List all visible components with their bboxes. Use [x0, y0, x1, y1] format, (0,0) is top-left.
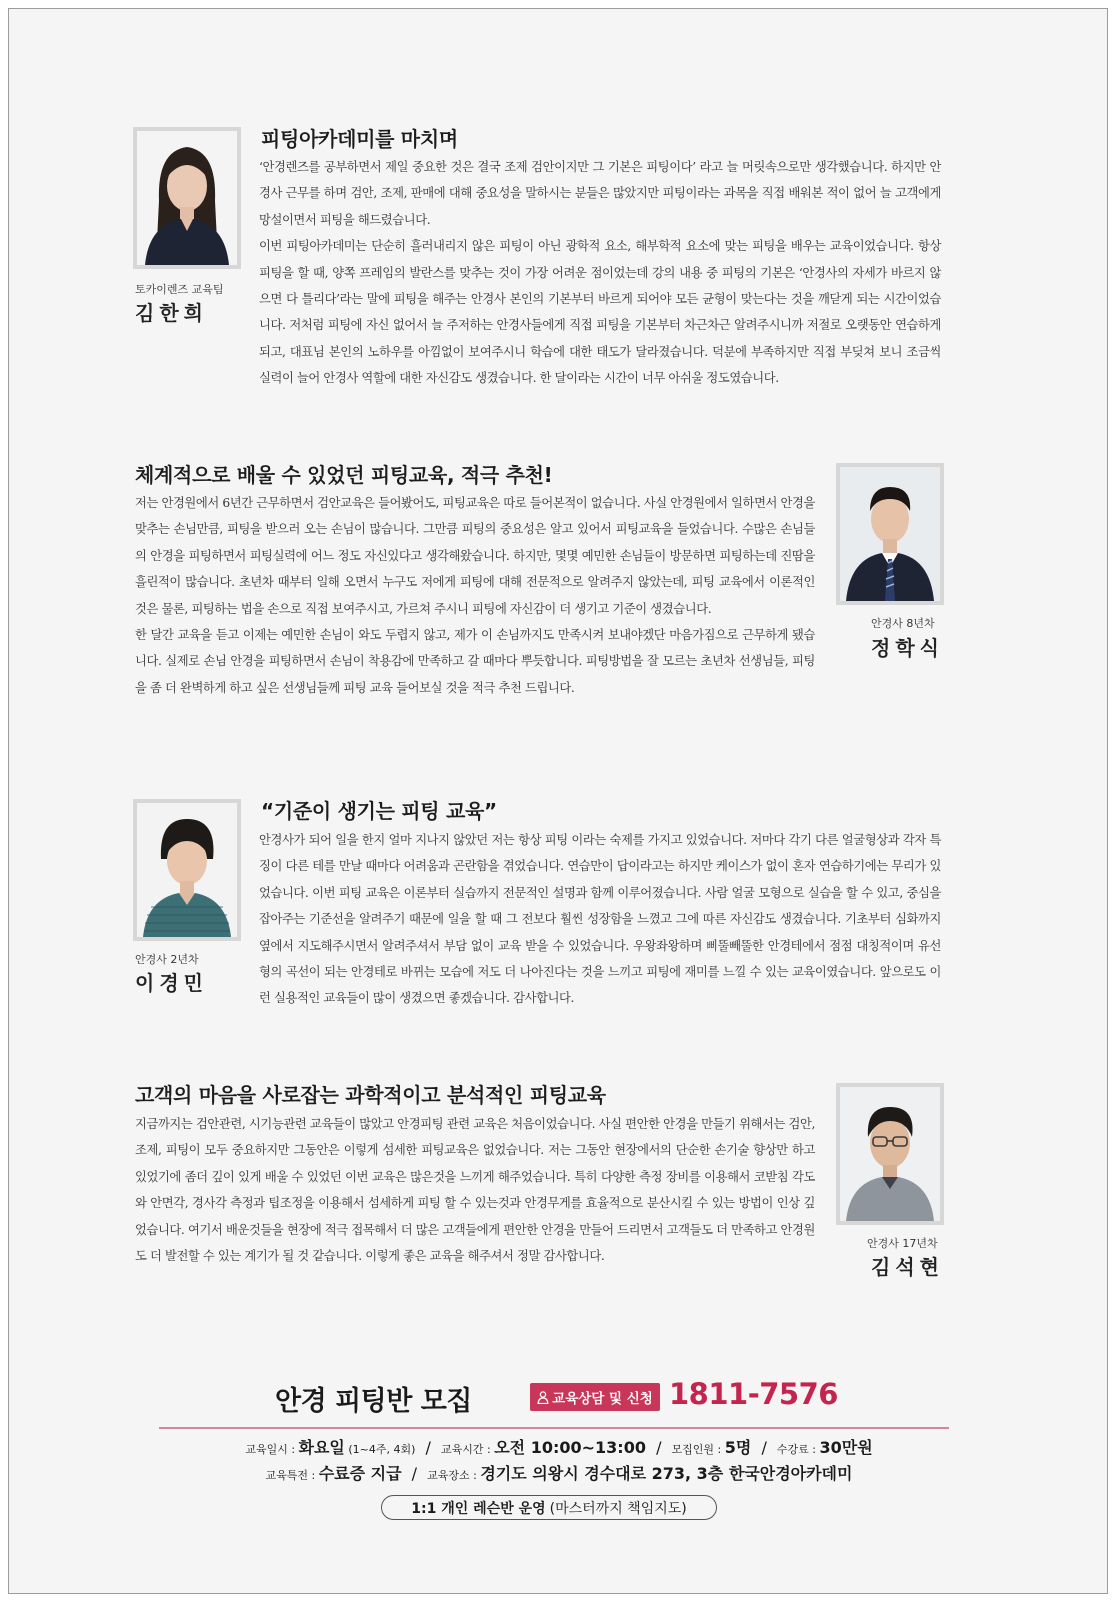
testimonial-paragraph: 지금까지는 검안관련, 시기능관련 교육들이 많았고 안경피팅 관련 교육은 처음이었습니다. 사실 편안한 안경을 만들기 위해서는 검안, 조제, 피팅이 모두 중요하지만 그동안은 이렇게 섬세한 피팅교육은 없었습니다. 저는 그동안 현장에서의 단순한 손기술 향상만 하고 있었기에 좀더 깊이 있게 배울 수 있었던 이번 교육은 많은것을 느끼게 해주었습니다. 특히 다양한 측정 장비를 이용해서 코받침 각도와 안면각, 경사각 측정과 팁조정을 이용해서 섬세하게 피팅 할 수 있는것과 안경무게를 효율적으로 분산시킬 수 있는 방법이 인상 깊었습니다. 여기서 배운것들을 현장에 적극 접목해서 더 많은 고객들에게 편안한 안경을 만들어 드리면서 고객들도 더 만족하고 안경원도 더 발전할 수 있는 계기가 될 것 같습니다. 이렇게 좋은 교육을 해주셔서 정말 감사합니다. — [135, 1117, 815, 1264]
testimonial-title: 체계적으로 배울 수 있었던 피팅교육, 적극 추천! — [135, 463, 553, 487]
author-role: 토카이렌즈 교육팀 — [135, 283, 224, 296]
portrait-image — [840, 1087, 940, 1221]
private-lesson-pill — [381, 1495, 717, 1520]
date-value: 화요일 — [298, 1438, 345, 1457]
testimonial-title: 피팅아카데미를 마치며 — [261, 127, 458, 151]
benefit-value: 수료증 지급 — [318, 1464, 402, 1483]
person-icon — [537, 1391, 549, 1404]
testimonial-paragraph: 안경사가 되어 일을 한지 얼마 지나지 않았던 저는 항상 피팅 이라는 숙제를 가지고 있었습니다. 저마다 각기 다른 얼굴형상과 각자 특징이 다른 테를 만날 때마다 어려움과 곤란함을 겪었습니다. 연습만이 답이라고는 하지만 케이스가 없이 혼자 연습하기에는 무리가 있었습니다. 이번 피팅 교육은 이론부터 실습까지 전문적인 설명과 함께 이루어졌습니다. 사람 얼굴 모형으로 실습을 할 수 있고, 중심을 잡아주는 기준선을 알려주기 때문에 일을 할 때 그 전보다 훨씬 성장함을 느꼈고 그에 따른 자신감도 생겼습니다. 기초부터 심화까지 옆에서 지도해주시면서 알려주셔서 부담 없이 교육 받을 수 있었습니다. 우왕좌왕하며 삐뚤빼뚤한 안경테에서 점점 대칭적이며 유선형의 곡선이 되는 안경테로 바뀌는 모습에 저도 더 나아진다는 것을 느끼고 피팅에 재미를 느낄 수 있는 교육이였습니다. 앞으로도 이런 실용적인 교육들이 많이 생겼으면 좋겠습니다. 감사합니다. — [259, 833, 941, 1006]
testimonial-body — [259, 154, 941, 392]
testimonial-title: 고객의 마음을 사로잡는 과학적이고 분석적인 피팅교육 — [135, 1083, 606, 1107]
recruit-title: 안경 피팅반 모집 — [275, 1386, 472, 1417]
testimonial-body — [135, 1111, 815, 1269]
separator: / — [425, 1438, 431, 1457]
place-label: 교육장소 : — [427, 1469, 481, 1482]
fee-value: 30만원 — [819, 1438, 873, 1457]
portrait-image — [137, 803, 237, 937]
pill-main: 1:1 개인 레슨반 운영 — [411, 1500, 546, 1517]
author-role: 안경사 8년차 — [871, 617, 935, 630]
pill-note: (마스터까지 책임지도) — [549, 1500, 687, 1517]
testimonial-body — [135, 490, 815, 701]
divider — [159, 1427, 949, 1429]
time-value: 오전 10:00~13:00 — [494, 1438, 646, 1457]
testimonial-paragraph: 저는 안경원에서 6년간 근무하면서 검안교육은 들어봤어도, 피팅교육은 따로 들어본적이 없습니다. 사실 안경원에서 일하면서 안경을 맞추는 손님만큼, 피팅을 받으러 오는 손님이 많습니다. 그만큼 피팅의 중요성은 알고 있어서 피팅교육을 들었습니다. 수많은 손님들의 안경을 피팅하면서 피팅실력에 어느 정도 자신있다고 생각해왔습니다. 하지만, 몇몇 예민한 손님들이 방문하면 피팅하는데 진땀을 흘린적이 많습니다. 초년차 때부터 일해 오면서 누구도 저에게 피팅에 대해 전문적으로 알려주지 않았는데, 피팅 교육에서 이론적인 것은 물론, 피팅하는 법을 손으로 직접 보여주시고, 가르쳐 주시니 피팅에 자신감이 더 생기고 기준이 생겼습니다. — [135, 496, 815, 616]
author-name: 김석현 — [871, 1255, 944, 1279]
date-note: (1~4주, 4회) — [344, 1443, 416, 1456]
page — [8, 8, 1108, 1594]
consult-badge-label: 교육상담 및 신청 — [552, 1391, 653, 1407]
portrait-photo-kim-sukhyun — [836, 1083, 944, 1225]
testimonial-paragraph: 한 달간 교육을 듣고 이제는 예민한 손님이 와도 두렵지 않고, 제가 이 손님까지도 만족시켜 보내야겠단 마음가짐으로 근무하게 됐습니다. 실제로 손님 안경을 피팅하면서 손님이 착용감에 만족하고 갈 때마다 뿌듯합니다. 피팅방법을 잘 모르는 초년차 선생님들, 피팅을 좀 더 완벽하게 하고 싶은 선생님들께 피팅 교육 들어보실 것을 적극 추천 드립니다. — [135, 628, 815, 695]
portrait-photo-jung-haksik — [836, 463, 944, 605]
fee-label: 수강료 : — [776, 1443, 820, 1456]
separator: / — [656, 1438, 662, 1457]
testimonial-body — [259, 827, 941, 1012]
portrait-photo-kim-hanhee — [133, 127, 241, 269]
separator: / — [411, 1464, 418, 1483]
date-label: 교육일시 : — [245, 1443, 299, 1456]
capacity-value: 5명 — [724, 1438, 752, 1457]
testimonial-paragraph: ‘안경렌즈를 공부하면서 제일 중요한 것은 결국 조제 검안이지만 그 기본은 피팅이다’ 라고 늘 머릿속으로만 생각했습니다. 하지만 안경사 근무를 하며 검안, 조제, 판매에 대해 중요성을 말하시는 분들은 많았지만 피팅이라는 과목을 직접 배워본 적이 없어 늘 고객에게 망설이면서 피팅을 해드렸습니다. — [259, 160, 941, 227]
place-value: 경기도 의왕시 경수대로 273, 3층 한국안경아카데미 — [480, 1464, 853, 1483]
portrait-photo-lee-kyungmin — [133, 799, 241, 941]
portrait-image — [840, 467, 940, 601]
time-label: 교육시간 : — [441, 1443, 495, 1456]
consult-badge — [530, 1383, 660, 1411]
portrait-image — [137, 131, 237, 265]
benefit-label: 교육특전 : — [265, 1469, 319, 1482]
schedule-line — [9, 1435, 1109, 1458]
capacity-label: 모집인원 : — [671, 1443, 725, 1456]
separator: / — [761, 1438, 767, 1457]
testimonial-title: “기준이 생기는 피팅 교육” — [261, 799, 497, 823]
author-name: 김한희 — [135, 301, 208, 325]
author-role: 안경사 2년차 — [135, 953, 199, 966]
testimonial-paragraph: 이번 피팅아카데미는 단순히 흘러내리지 않은 피팅이 아닌 광학적 요소, 해부학적 요소에 맞는 피팅을 배우는 교육이었습니다. 항상 피팅을 할 때, 양쪽 프레임의 발란스를 맞추는 것이 가장 어려운 점이었는데 강의 내용 중 피팅의 기본은 ‘안경사의 자세가 바르지 않으면 다 틀리다’라는 말에 피팅을 해주는 안경사 본인의 기본부터 바르게 되어야 모든 균형이 맞는다는 것을 깨닫게 되는 시간이었습니다. 저처럼 피팅에 자신 없어서 늘 주저하는 안경사들에게 직접 피팅을 기본부터 차근차근 알려주시니까 저절로 오랫동안 연습하게 되고, 대표님 본인의 노하우를 아낌없이 보여주시니 학습에 대한 태도가 달라졌습니다. 덕분에 부족하지만 직접 부딪쳐 보니 조금씩 실력이 늘어 안경사 역할에 대한 자신감도 생겼습니다. 한 달이라는 시간이 너무 아쉬울 정도였습니다. — [259, 239, 941, 386]
author-name: 정학식 — [871, 636, 944, 660]
phone-number[interactable]: 1811-7576 — [669, 1377, 838, 1411]
author-role: 안경사 17년차 — [867, 1237, 938, 1250]
venue-line — [9, 1461, 1109, 1484]
author-name: 이경민 — [135, 971, 208, 995]
